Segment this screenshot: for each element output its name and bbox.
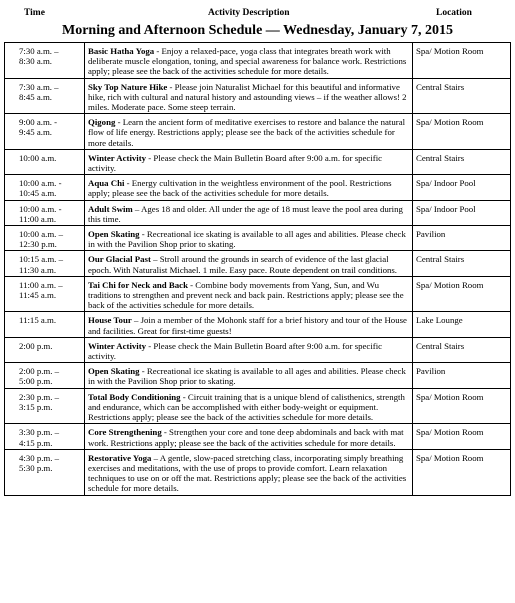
location-cell: Spa/ Motion Room xyxy=(413,43,511,79)
activity-description: - Energy cultivation in the weightless environment of the pool. Restrictions apply; please see the back of the activities schedule for more details. xyxy=(88,178,392,199)
location-cell: Central Stairs xyxy=(413,149,511,174)
table-row xyxy=(5,276,511,312)
activity-cell xyxy=(85,276,413,312)
table-row xyxy=(5,200,511,225)
activity-cell xyxy=(85,424,413,449)
activity-cell xyxy=(85,114,413,150)
table-row xyxy=(5,114,511,150)
activity-description: - Recreational ice skating is available to all ages and abilities. Please check in with the Pavilion Shop prior to skating. xyxy=(88,229,406,250)
activity-description: - Combine body movements from Yang, Sun, and Wu traditions to strengthen and prevent neck and back pain. Restrictions apply; please see the back of the activities schedule for more details. xyxy=(88,279,404,311)
activity-cell xyxy=(85,337,413,362)
activity-cell xyxy=(85,363,413,388)
location-cell: Central Stairs xyxy=(413,251,511,276)
activity-name: Tai Chi for Neck and Back xyxy=(88,279,188,290)
time-cell: 10:15 a.m. – 11:30 a.m. xyxy=(5,251,85,276)
activity-name: House Tour xyxy=(88,315,132,326)
table-row xyxy=(5,78,511,114)
schedule-page xyxy=(0,8,515,603)
activity-description: - Enjoy a relaxed-pace, yoga class that integrates breath work with deliberate muscle elongation, toning, and special awareness for balance work. Restrictions apply; please see the back of the activities schedule for more details. xyxy=(88,46,407,77)
activity-name: Open Skating xyxy=(88,229,140,240)
activity-name: Sky Top Nature Hike xyxy=(88,81,168,92)
schedule-table xyxy=(4,42,511,496)
table-row xyxy=(5,363,511,388)
location-cell: Central Stairs xyxy=(413,337,511,362)
time-cell: 3:30 p.m. – 4:15 p.m. xyxy=(5,424,85,449)
activity-cell xyxy=(85,312,413,337)
time-cell: 10:00 a.m. xyxy=(5,149,85,174)
time-cell: 10:00 a.m. – 12:30 p.m. xyxy=(5,226,85,251)
location-cell: Pavilion xyxy=(413,226,511,251)
time-cell: 2:00 p.m. xyxy=(5,337,85,362)
activity-description: – A gentle, slow-paced stretching class, incorporating simply breathing exercises and meditations, with the use of props to provide comfort. Learn relaxation techniques to use on or off the mat. Restrictions apply; please see the back of the activities schedule for more details. xyxy=(88,452,407,494)
activity-description: - Learn the ancient form of meditative exercises to restore and balance the natural flow of life energy. Restrictions apply; please see the back of the activities schedule for more details. xyxy=(88,117,406,148)
location-cell: Spa/ Indoor Pool xyxy=(413,175,511,200)
activity-description: - Please join Naturalist Michael for this beautiful and informative hike, rich with cultural and natural history and astounding views – if the weather allows! 2 miles. Moderate pace. Some steep terrain. xyxy=(88,81,407,113)
activity-description: - Strengthen your core and tone deep abdominals and back with mat work. Restrictions apply; please see the back of the activities schedule for more details. xyxy=(88,427,404,448)
activity-description: – Stroll around the grounds in search of evidence of the last glacial epoch. With Naturalist Michael. 1 mile. Easy pace. Route dependent on trail conditions. xyxy=(88,254,398,275)
activity-name: Winter Activity xyxy=(88,152,147,163)
activity-name: Our Glacial Past xyxy=(88,254,151,265)
activity-cell xyxy=(85,149,413,174)
table-row xyxy=(5,337,511,362)
activity-description: - Recreational ice skating is available to all ages and abilities. Please check in with the Pavilion Shop prior to skating. xyxy=(88,366,406,387)
activity-description: - Please check the Main Bulletin Board after 9:00 a.m. for specific activity. xyxy=(88,152,383,174)
location-cell: Lake Lounge xyxy=(413,312,511,337)
activity-name: Basic Hatha Yoga xyxy=(88,46,155,56)
time-cell: 2:30 p.m. – 3:15 p.m. xyxy=(5,388,85,424)
table-row xyxy=(5,226,511,251)
time-cell: 9:00 a.m. - 9:45 a.m. xyxy=(5,114,85,150)
time-cell: 11:15 a.m. xyxy=(5,312,85,337)
activity-name: Winter Activity xyxy=(88,340,147,351)
time-cell: 7:30 a.m. – 8:30 a.m. xyxy=(5,43,85,79)
time-cell: 2:00 p.m. – 5:00 p.m. xyxy=(5,363,85,388)
activity-name: Total Body Conditioning xyxy=(88,391,181,402)
activity-description: - Please check the Main Bulletin Board after 9:00 a.m. for specific activity. xyxy=(88,340,383,362)
table-row xyxy=(5,251,511,276)
activity-name: Open Skating xyxy=(88,366,140,377)
location-cell: Spa/ Indoor Pool xyxy=(413,200,511,225)
activity-cell xyxy=(85,43,413,79)
location-column-label: Location xyxy=(436,8,472,18)
time-cell: 10:00 a.m. - 11:00 a.m. xyxy=(5,200,85,225)
time-cell: 10:00 a.m. - 10:45 a.m. xyxy=(5,175,85,200)
table-row xyxy=(5,424,511,449)
activity-name: Adult Swim xyxy=(88,203,133,214)
activity-description: – Ages 18 and older. All under the age of 18 must leave the pool area during this time. xyxy=(88,203,403,224)
activity-cell xyxy=(85,226,413,251)
location-cell: Spa/ Motion Room xyxy=(413,114,511,150)
location-cell: Pavilion xyxy=(413,363,511,388)
activity-name: Aqua Chi xyxy=(88,178,125,189)
activity-name: Qigong xyxy=(88,117,116,128)
schedule-title: Morning and Afternoon Schedule — Wednesday, January 7, 2015 xyxy=(61,23,454,38)
activity-column-label: Activity Description xyxy=(208,8,290,18)
activity-cell xyxy=(85,175,413,200)
location-cell: Spa/ Motion Room xyxy=(413,388,511,424)
time-cell: 7:30 a.m. – 8:45 a.m. xyxy=(5,78,85,114)
activity-cell xyxy=(85,200,413,225)
location-cell: Spa/ Motion Room xyxy=(413,449,511,495)
table-row xyxy=(5,312,511,337)
location-cell: Central Stairs xyxy=(413,78,511,114)
table-row xyxy=(5,449,511,495)
schedule-table-body xyxy=(5,43,511,496)
activity-cell xyxy=(85,388,413,424)
time-cell: 4:30 p.m. – 5:30 p.m. xyxy=(5,449,85,495)
activity-name: Core Strengthening xyxy=(88,427,162,438)
activity-cell xyxy=(85,251,413,276)
activity-name: Restorative Yoga xyxy=(88,452,152,463)
time-column-label: Time xyxy=(24,8,45,18)
time-cell: 11:00 a.m. – 11:45 a.m. xyxy=(5,276,85,312)
activity-description: - Circuit training that is a unique blend of calisthenics, strength and endurance, which can be accomplished with either body-weight or equipment. Restrictions apply; please see the back of the activities schedule for more details. xyxy=(88,391,405,423)
table-row xyxy=(5,43,511,79)
table-row xyxy=(5,149,511,174)
location-cell: Spa/ Motion Room xyxy=(413,424,511,449)
table-row xyxy=(5,388,511,424)
table-row xyxy=(5,175,511,200)
activity-description: – Join a member of the Mohonk staff for a brief history and tour of the House and facilities. Great for first-time guests! xyxy=(88,315,407,336)
column-header-row xyxy=(4,8,511,22)
activity-cell xyxy=(85,449,413,495)
location-cell: Spa/ Motion Room xyxy=(413,276,511,312)
activity-cell xyxy=(85,78,413,114)
